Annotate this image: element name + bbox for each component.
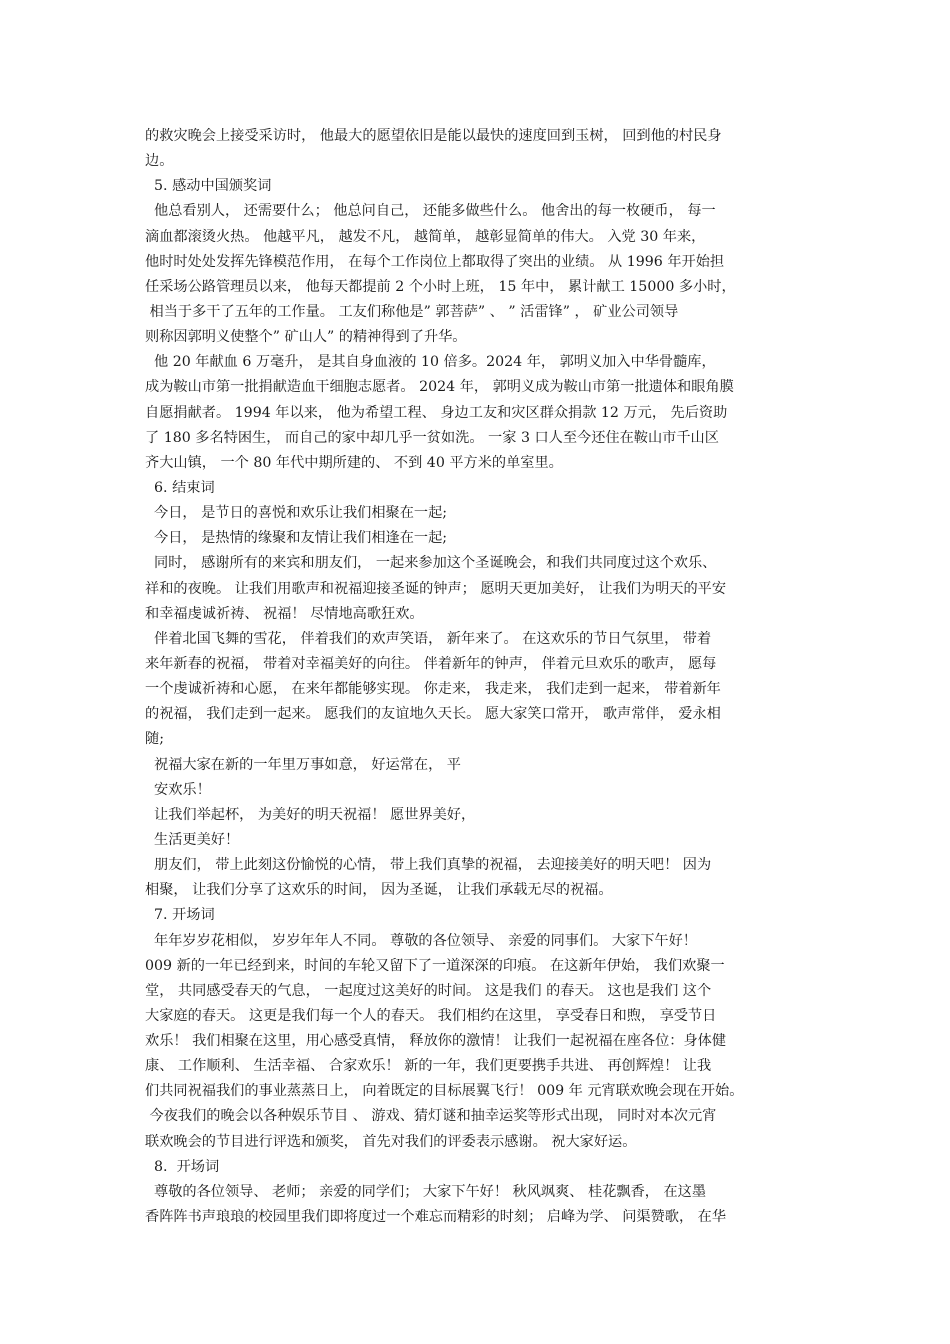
text-line: 香阵阵书声琅琅的校园里我们即将度过一个难忘而精彩的时刻； 启峰为学、 问渠赞歌， 在华 [145, 1209, 727, 1226]
text-line: 8. 开场词 [145, 1158, 220, 1175]
text-line: 5. 感动中国颁奖词 [145, 178, 272, 195]
text-line: 堂， 共同感受春天的气息， 一起度过这美好的时间。 这是我们 的春天。 这也是我们 这个 [145, 982, 712, 999]
document-body [145, 124, 825, 1230]
text-line: 们共同祝福我们的事业蒸蒸日上， 向着既定的目标展翼飞行！ 009 年 元宵联欢晚会现在开始。 [145, 1083, 744, 1100]
text-line: 今日， 是节日的喜悦和欢乐让我们相聚在一起; [145, 505, 448, 522]
text-line: 6. 结束词 [145, 479, 215, 496]
text-line: 大家庭的春天。 这更是我们每一个人的春天。 我们相约在这里， 享受春日和煦， 享受节日 [145, 1007, 717, 1024]
text-line: 尊敬的各位领导、 老师； 亲爱的同学们； 大家下午好！ 秋风飒爽、 桂花飘香， 在这墨 [145, 1183, 707, 1200]
text-line: 滴血都滚烫火热。 他越平凡， 越发不凡， 越简单， 越彰显简单的伟大。 入党 30 年来， [145, 228, 706, 245]
text-line: 生活更美好！ [145, 831, 240, 848]
text-line: 自愿捐献者。 1994 年以来， 他为希望工程、 身边工友和灾区群众捐款 12 万元， 先后资助 [145, 404, 728, 421]
text-line: 相聚， 让我们分享了这欢乐的时间， 因为圣诞， 让我们承载无尽的祝福。 [145, 882, 613, 899]
text-line: 来年新春的祝福， 带着对幸福美好的向往。 伴着新年的钟声， 伴着元旦欢乐的歌声， 愿每 [145, 655, 717, 672]
text-line: 祝福大家在新的一年里万事如意， 好运常在， 平 [145, 756, 461, 773]
text-line: 联欢晚会的节目进行评选和颁奖， 首先对我们的评委表示感谢。 祝大家好运。 [145, 1133, 637, 1150]
text-line: 了 180 多名特困生， 而自己的家中却几乎一贫如洗。 一家 3 口人至今还住在鞍山市千山区 [145, 429, 719, 446]
text-line: 朋友们， 带上此刻这份愉悦的心情， 带上我们真挚的祝福， 去迎接美好的明天吧！ 因为 [145, 857, 712, 874]
text-line: 边。 [145, 153, 174, 170]
text-line: 今日， 是热情的缘聚和友情让我们相逢在一起; [145, 530, 448, 547]
text-line: 他时时处处发挥先锋模范作用， 在每个工作岗位上都取得了突出的业绩。 从 1996 年开始担 [145, 253, 725, 270]
text-line: 他总看别人， 还需要什么； 他总问自己， 还能多做些什么。 他舍出的每一枚硬币， 每一 [145, 203, 716, 220]
text-line: 欢乐！ 我们相聚在这里，用心感受真情， 释放你的激情！ 让我们一起祝福在座各位：身体健 [145, 1033, 727, 1050]
text-line: 的祝福， 我们走到一起来。 愿我们的友谊地久天长。 愿大家笑口常开， 歌声常伴， 爱永相 [145, 706, 721, 723]
text-line: 让我们举起杯， 为美好的明天祝福！ 愿世界美好， [145, 806, 476, 823]
text-line: 他 20 年献血 6 万毫升， 是其自身血液的 10 倍多。2024 年， 郭明义加入中华骨髓库， [145, 354, 716, 371]
text-line: 成为鞍山市第一批捐献造血干细胞志愿者。 2024 年， 郭明义成为鞍山市第一批遗体和眼角膜 [145, 379, 734, 396]
text-line: 伴着北国飞舞的雪花， 伴着我们的欢声笑语， 新年来了。 在这欢乐的节日气氛里， 带着 [145, 630, 712, 647]
text-line: 相当于多干了五年的工作量。 工友们称他是” 郭菩萨” 、 ” 活雷锋” ， 矿业公司领导 [145, 303, 679, 320]
text-line: 今夜我们的晚会以各种娱乐节目 、 游戏、猜灯谜和抽幸运奖等形式出现， 同时对本次元宵 [145, 1108, 717, 1125]
text-line: 齐大山镇， 一个 80 年代中期所建的、 不到 40 平方米的单室里。 [145, 454, 563, 471]
text-line: 则称因郭明义使整个” 矿山人” 的精神得到了升华。 [145, 329, 467, 346]
text-line: 一个虔诚祈祷和心愿， 在来年都能够实现。 你走来， 我走来， 我们走到一起来， 带着新年 [145, 681, 721, 698]
text-line: 任采场公路管理员以来， 他每天都提前 2 个小时上班， 15 年中， 累计献工 15000 多小时， [145, 278, 736, 295]
text-line: 随; [145, 731, 164, 748]
text-line: 年年岁岁花相似， 岁岁年年人不同。 尊敬的各位领导、 亲爱的同事们。 大家下午好！ [145, 932, 697, 949]
text-line: 009 新的一年已经到来，时间的车轮又留下了一道深深的印痕。 在这新年伊始， 我们欢聚一 [145, 957, 725, 974]
text-line: 安欢乐！ [145, 781, 211, 798]
text-line: 祥和的夜晚。 让我们用歌声和祝福迎接圣诞的钟声； 愿明天更加美好， 让我们为明天的平安 [145, 580, 727, 597]
text-line: 7. 开场词 [145, 907, 215, 924]
text-line: 的救灾晚会上接受采访时， 他最大的愿望依旧是能以最快的速度回到玉树， 回到他的村民身 [145, 128, 722, 144]
text-line: 和幸福虔诚祈祷、 祝福！ 尽情地高歌狂欢。 [145, 605, 424, 622]
text-line: 同时， 感谢所有的来宾和朋友们， 一起来参加这个圣诞晚会，和我们共同度过这个欢乐、 [145, 555, 717, 572]
text-line: 康、 工作顺利、 生活幸福、 合家欢乐！ 新的一年，我们更要携手共进、 再创辉煌！ 让我 [145, 1058, 712, 1075]
